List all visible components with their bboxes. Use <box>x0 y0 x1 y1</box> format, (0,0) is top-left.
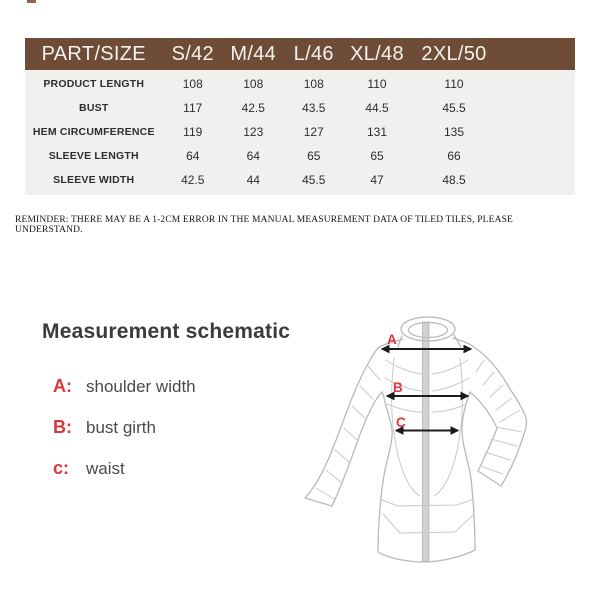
row-value: 117 <box>183 101 203 115</box>
legend-item-shoulder <box>53 376 196 397</box>
header-cell-s42: S/42 <box>171 42 214 65</box>
row-label: BUST <box>79 102 109 114</box>
legend-item-bust <box>53 417 196 438</box>
legend-key-a: A: <box>53 376 72 396</box>
row-value: 44 <box>246 173 260 187</box>
size-table <box>25 38 575 195</box>
header-cell-m44: M/44 <box>230 42 277 65</box>
corner-artifact-mark <box>27 0 36 3</box>
row-value: 45.5 <box>302 173 326 187</box>
row-value: 43.5 <box>302 101 326 115</box>
header-cell-2xl50: 2XL/50 <box>421 42 487 65</box>
coat-diagram <box>290 300 582 592</box>
row-label: HEM CIRCUMFERENCE <box>32 126 155 138</box>
row-value: 110 <box>444 77 464 91</box>
row-value: 42.5 <box>181 173 205 187</box>
row-value: 110 <box>367 77 387 91</box>
row-label: SLEEVE WIDTH <box>53 174 135 186</box>
legend-item-waist <box>53 458 196 479</box>
header-cell-l46: L/46 <box>293 42 334 65</box>
coat-diagram-svg <box>290 300 582 592</box>
row-value: 48.5 <box>442 173 466 187</box>
diagram-label-c: C <box>396 415 406 430</box>
legend-key-c: c: <box>53 458 70 478</box>
row-value: 119 <box>183 125 203 139</box>
table-row <box>25 120 575 144</box>
legend-label-waist: waist <box>86 459 125 478</box>
diagram-label-a: A <box>387 332 397 347</box>
reminder-note: REMINDER: THERE MAY BE A 1-2CM ERROR IN THE MANUAL MEASUREMENT DATA OF TILED TILES, PLEASE UNDERSTAND. <box>15 215 513 235</box>
row-label: PRODUCT LENGTH <box>43 78 145 90</box>
legend-label-shoulder: shoulder width <box>86 377 196 396</box>
row-value: 65 <box>370 149 384 163</box>
schematic-title: Measurement schematic <box>42 320 291 343</box>
size-table-header <box>25 38 575 70</box>
row-value: 42.5 <box>241 101 265 115</box>
header-cell-part-size: PART/SIZE <box>41 42 146 65</box>
table-row <box>25 168 575 192</box>
measurement-legend <box>53 376 196 499</box>
row-value: 45.5 <box>442 101 466 115</box>
table-row <box>25 96 575 120</box>
legend-label-bust: bust girth <box>86 418 156 437</box>
row-value: 123 <box>243 125 264 139</box>
row-value: 108 <box>182 77 203 91</box>
table-row <box>25 72 575 96</box>
row-value: 64 <box>186 149 200 163</box>
legend-key-b: B: <box>53 417 72 437</box>
row-value: 44.5 <box>365 101 389 115</box>
header-cell-xl48: XL/48 <box>350 42 404 65</box>
row-value: 66 <box>447 149 461 163</box>
row-value: 131 <box>366 125 388 139</box>
coat-zipper <box>423 322 430 561</box>
table-row <box>25 144 575 168</box>
row-value: 135 <box>443 125 465 139</box>
coat-quilting <box>316 358 522 533</box>
row-value: 108 <box>303 77 324 91</box>
diagram-label-b: B <box>393 380 403 395</box>
row-label: SLEEVE LENGTH <box>48 150 139 162</box>
row-value: 47 <box>370 173 384 187</box>
size-table-body <box>25 70 575 195</box>
row-value: 127 <box>303 125 324 139</box>
row-value: 108 <box>243 77 264 91</box>
row-value: 64 <box>246 149 260 163</box>
row-value: 65 <box>307 149 321 163</box>
